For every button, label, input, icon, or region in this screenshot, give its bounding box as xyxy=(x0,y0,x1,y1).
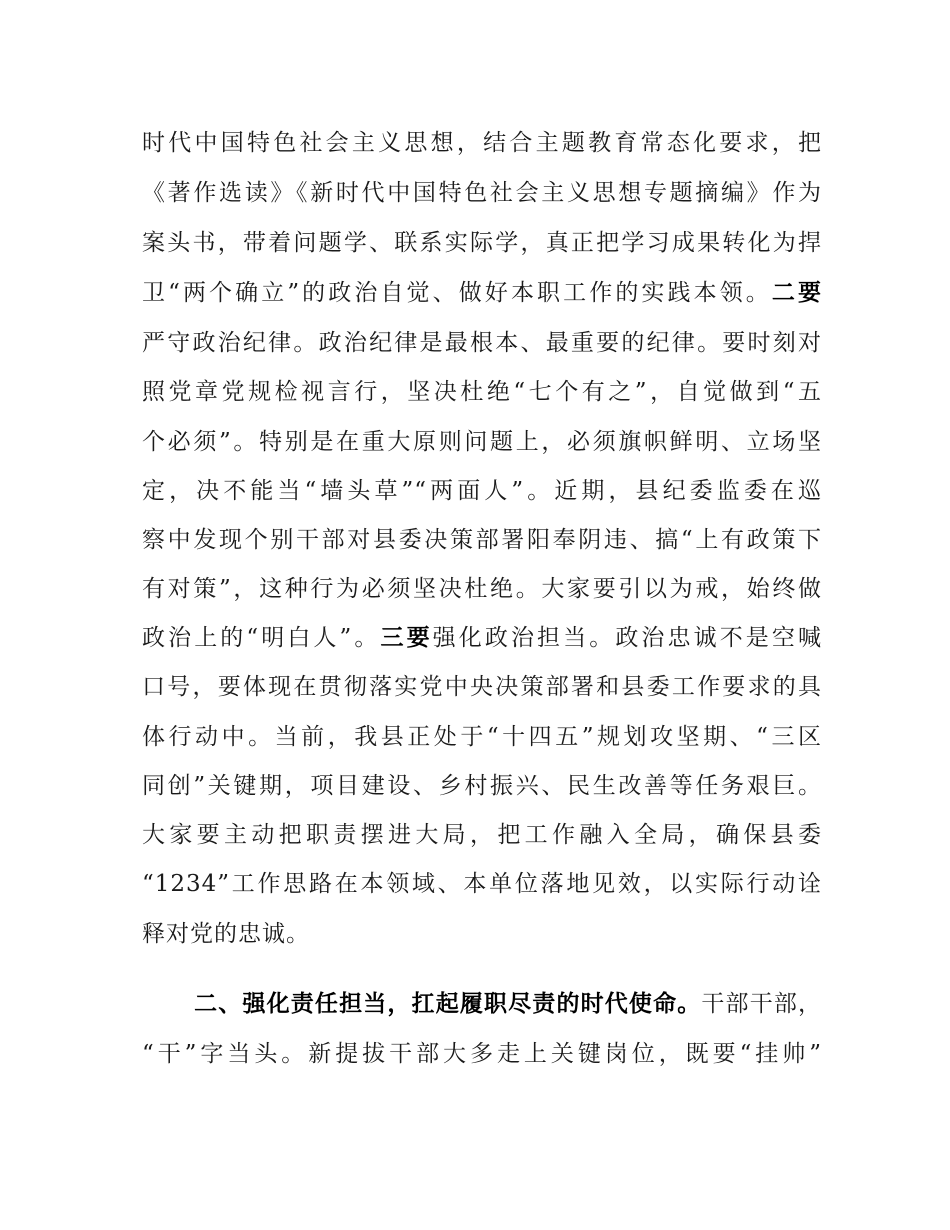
text-line xyxy=(142,766,822,806)
text-run: “干”字当头。新提拔干部大多走上关键岗位，既要“挂帅” xyxy=(142,1041,822,1067)
text-run: 严守政治纪律。政治纪律是最根本、最重要的纪律。要时刻对 xyxy=(142,330,822,356)
text-run: 察中发现个别干部对县委决策部署阳奉阴违、搞“上有政策下 xyxy=(142,527,822,553)
text-run: 体行动中。当前，我县正处于“十四五”规划攻坚期、“三区 xyxy=(142,724,822,750)
bold-text-run: 二、强化责任担当，扛起履职尽责的时代使命。 xyxy=(170,991,702,1017)
text-line xyxy=(142,273,822,313)
text-line xyxy=(142,223,822,263)
text-run: 有对策”，这种行为必须坚决杜绝。大家要引以为戒，始终做 xyxy=(142,576,822,602)
text-line xyxy=(142,173,822,213)
text-run: 干部干部， xyxy=(701,991,823,1017)
text-line xyxy=(142,471,822,511)
text-run: 卫“两个确立”的政治自觉、做好本职工作的实践本领。 xyxy=(142,280,772,306)
text-run: 强化政治担当。政治忠诚不是空喊 xyxy=(432,625,823,651)
text-line xyxy=(142,667,822,707)
text-run: 释对党的忠诚。 xyxy=(142,921,310,947)
text-run: 口号，要体现在贯彻落实党中央决策部署和县委工作要求的具 xyxy=(142,674,822,700)
text-run: 同创”关键期，项目建设、乡村振兴、民生改善等任务艰巨。 xyxy=(142,773,822,799)
text-line xyxy=(142,323,822,363)
text-line xyxy=(142,123,822,163)
text-line xyxy=(142,1034,822,1074)
text-run: 案头书，带着问题学、联系实际学，真正把学习成果转化为捍 xyxy=(142,230,822,256)
text-run: 政治上的“明白人”。 xyxy=(142,625,381,651)
text-line xyxy=(142,914,822,954)
bold-text-run: 三要 xyxy=(380,625,433,651)
text-run: 照党章党规检视言行，坚决杜绝“七个有之”，自觉做到“五 xyxy=(142,379,822,405)
text-line xyxy=(142,815,822,855)
text-run: 大家要主动把职责摆进大局，把工作融入全局，确保县委 xyxy=(142,822,822,848)
text-run: 时代中国特色社会主义思想，结合主题教育常态化要求，把 xyxy=(142,130,822,156)
text-line xyxy=(142,569,822,609)
text-run: “1234”工作思路在本领域、本单位落地见效，以实际行动诠 xyxy=(142,871,822,897)
text-line xyxy=(142,717,822,757)
text-run: 定，决不能当“墙头草”“两面人”。近期，县纪委监委在巡 xyxy=(142,478,822,504)
text-line xyxy=(170,984,822,1024)
text-line xyxy=(142,422,822,462)
text-line xyxy=(142,618,822,658)
text-line xyxy=(142,372,822,412)
text-line xyxy=(142,520,822,560)
text-run: 个必须”。特别是在重大原则问题上，必须旗帜鲜明、立场坚 xyxy=(142,429,822,455)
bold-text-run: 二要 xyxy=(771,280,822,306)
text-line xyxy=(142,864,822,904)
text-run: 《著作选读》《新时代中国特色社会主义思想专题摘编》作为 xyxy=(142,180,822,206)
